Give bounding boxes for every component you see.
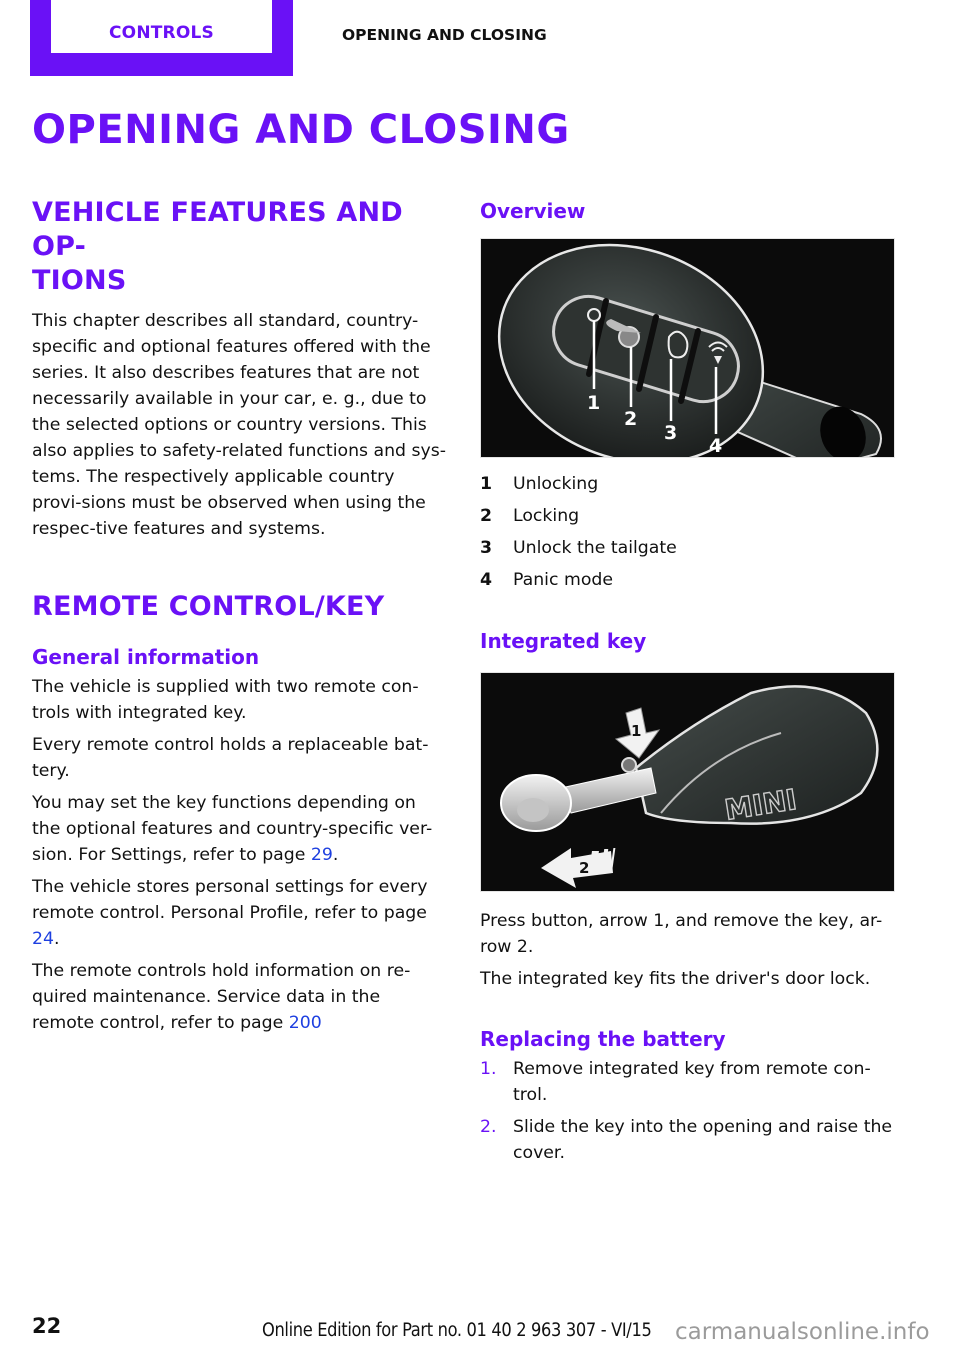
callout-2: 2 xyxy=(624,408,638,430)
page-title: OPENING AND CLOSING xyxy=(32,107,570,153)
legend-number: 1 xyxy=(480,474,493,494)
legend-label: Panic mode xyxy=(513,570,613,590)
integrated-key-illustration xyxy=(481,673,895,892)
paragraph-battery: Every remote control holds a replaceable bat-tery. xyxy=(32,735,429,781)
paragraph-text: You may set the key functions depending on the optional features and country-specific ver-sion. For Settings, refer to page xyxy=(32,793,433,865)
page-link-24[interactable]: 24 xyxy=(32,929,54,949)
section-heading-vehicle-features xyxy=(32,196,447,298)
heading-line: TIONS xyxy=(32,265,127,296)
callout-2: 2 xyxy=(579,859,590,877)
step-item xyxy=(480,1114,895,1166)
step-text: Remove integrated key from remote con-trol. xyxy=(513,1059,871,1105)
legend-item xyxy=(480,532,895,564)
right-column xyxy=(480,196,895,1172)
breadcrumb: OPENING AND CLOSING xyxy=(342,26,547,44)
remote-key-illustration xyxy=(481,239,895,458)
subheading-overview: Overview xyxy=(480,199,586,223)
integrated-key-figure xyxy=(480,672,895,892)
step-number: 2. xyxy=(480,1117,497,1137)
callout-1: 1 xyxy=(631,722,642,740)
callout-4: 4 xyxy=(709,435,723,457)
legend-number: 2 xyxy=(480,506,493,526)
mini-logo-text: MINI xyxy=(722,782,799,827)
chapter-tab-label: CONTROLS xyxy=(109,22,214,43)
heading-line: VEHICLE FEATURES AND OP- xyxy=(32,197,403,262)
step-number: 1. xyxy=(480,1059,497,1079)
punctuation: . xyxy=(54,929,60,949)
paragraph-key-functions xyxy=(32,790,447,868)
callout-3: 3 xyxy=(664,422,678,444)
legend-number: 3 xyxy=(480,538,493,558)
paragraph-remove-key: Press button, arrow 1, and remove the key, ar-row 2. xyxy=(480,911,883,957)
page-link-29[interactable]: 29 xyxy=(310,845,333,865)
legend-item xyxy=(480,564,895,596)
subheading-integrated-key: Integrated key xyxy=(480,629,647,653)
page-link-200[interactable]: 200 xyxy=(288,1013,322,1033)
paragraph-personal-profile xyxy=(32,874,447,952)
chapter-tab-inner xyxy=(51,0,272,53)
legend-label: Locking xyxy=(513,506,580,526)
subheading-general-information: General information xyxy=(32,645,260,669)
legend-label: Unlocking xyxy=(513,474,599,494)
paragraph-maintenance xyxy=(32,958,447,1036)
vehicle-features-paragraph: This chapter describes all standard, country-specific and optional features offered with the series. It also describes features that are not necessarily available in your car, e. g., due to the selected options or country versions. This also applies to safety-related functions and sys-tems. The respectively applicable country provi-sions must be observed when using the respec-tive features and systems. xyxy=(32,311,446,539)
punctuation: . xyxy=(332,845,339,865)
paragraph-door-lock: The integrated key fits the driver's door lock. xyxy=(480,969,871,989)
step-item xyxy=(480,1056,895,1108)
paragraph-text: The vehicle stores personal settings for every remote control. Personal Profile, refer to page xyxy=(32,877,428,923)
edition-info: Online Edition for Part no. 01 40 2 963 307 - VI/15 xyxy=(262,1320,652,1341)
watermark: carmanualsonline.info xyxy=(675,1319,930,1345)
legend-item xyxy=(480,500,895,532)
paragraph-two-remotes: The vehicle is supplied with two remote con-trols with integrated key. xyxy=(32,677,419,723)
paragraph-text: The remote controls hold information on re-quired maintenance. Service data in the remote control, refer to page xyxy=(32,961,411,1033)
callout-1: 1 xyxy=(587,392,601,414)
left-column xyxy=(32,196,447,1036)
subheading-replacing-battery: Replacing the battery xyxy=(480,1027,726,1051)
legend-number: 4 xyxy=(480,570,493,590)
chapter-tab[interactable] xyxy=(30,0,293,76)
step-text: Slide the key into the opening and raise the cover. xyxy=(513,1117,893,1163)
legend-label: Unlock the tailgate xyxy=(513,538,677,558)
section-heading-remote-control: REMOTE CONTROL/KEY xyxy=(32,591,385,622)
overview-legend xyxy=(480,468,895,596)
remote-key-figure xyxy=(480,238,895,458)
page-number: 22 xyxy=(32,1314,62,1338)
battery-steps-list xyxy=(480,1056,895,1166)
legend-item xyxy=(480,468,895,500)
